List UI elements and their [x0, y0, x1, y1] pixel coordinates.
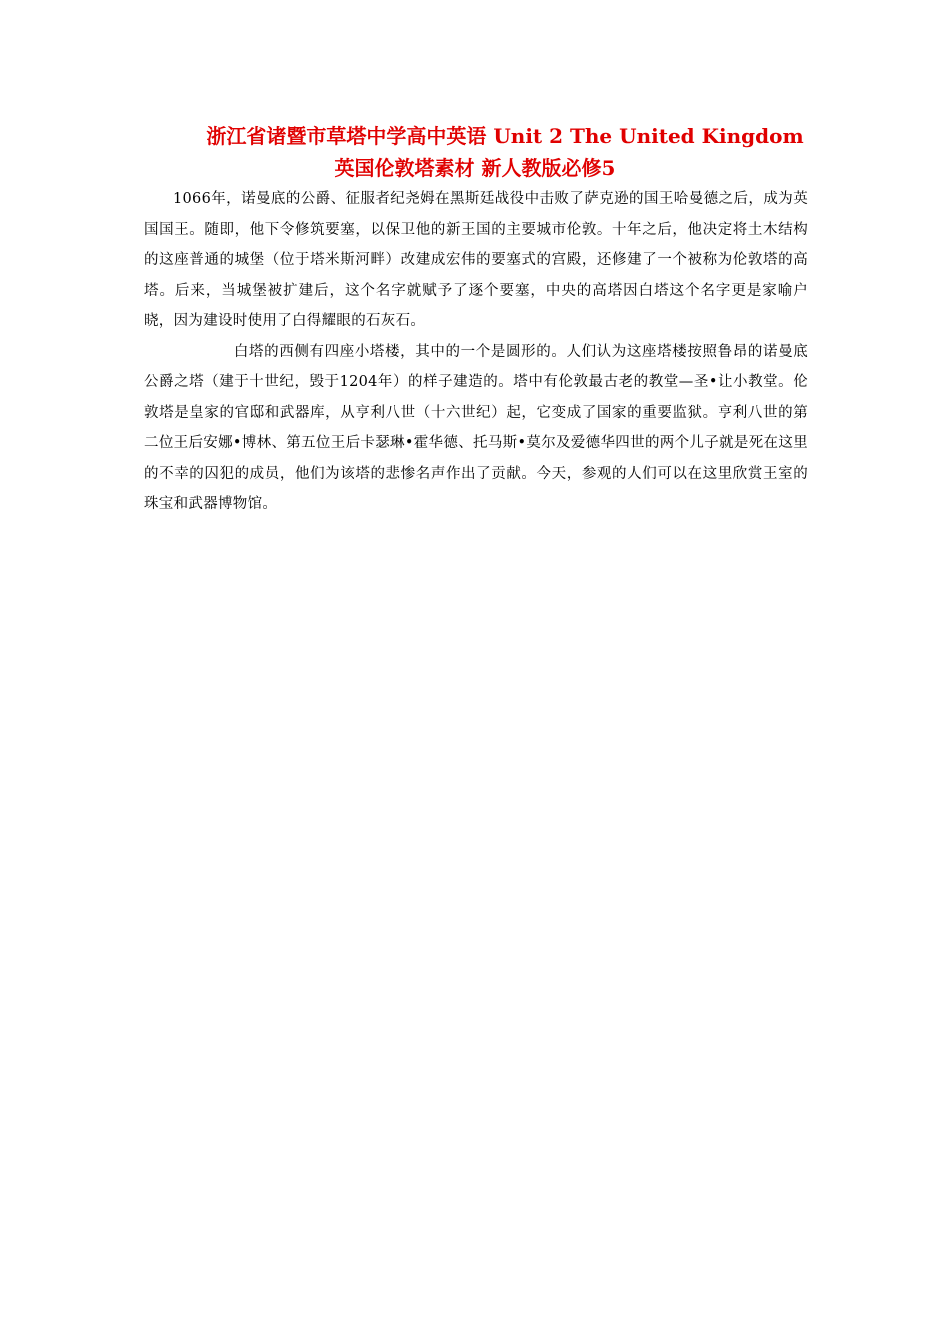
paragraph-2: 白塔的西侧有四座小塔楼，其中的一个是圆形的。人们认为这座塔楼按照鲁昂的诺曼底公爵之塔（建于十世纪，毁于1204年）的样子建造的。塔中有伦敦最古老的教堂—圣•让小教堂。伦敦塔是皇家的官邸和武器库，从亨利八世（十六世纪）起，它变成了国家的重要监狱。亨利八世的第二位王后安娜•博林、第五位王后卡瑟琳•霍华德、托马斯•莫尔及爱德华四世的两个儿子就是死在这里的不幸的囚犯的成员，他们为该塔的悲惨名声作出了贡献。今天，参观的人们可以在这里欣赏王室的珠宝和武器博物馆。 [144, 343, 808, 512]
title-line-2: 英国伦敦塔素材 新人教版必修5 [334, 156, 616, 180]
title-line-1: 浙江省诸暨市草塔中学高中英语 Unit 2 The United Kingdom [206, 124, 804, 148]
document-body [144, 184, 808, 520]
document-title [140, 120, 810, 184]
paragraph-1: 1066年，诺曼底的公爵、征服者纪尧姆在黑斯廷战役中击败了萨克逊的国王哈曼德之后，成为英国国王。随即，他下令修筑要塞，以保卫他的新王国的主要城市伦敦。十年之后，他决定将土木结构的这座普通的城堡（位于塔米斯河畔）改建成宏伟的要塞式的宫殿，还修建了一个被称为伦敦塔的高塔。后来，当城堡被扩建后，这个名字就赋予了逐个要塞，中央的高塔因白塔这个名字更是家喻户晓，因为建设时使用了白得耀眼的石灰石。 [144, 191, 808, 329]
